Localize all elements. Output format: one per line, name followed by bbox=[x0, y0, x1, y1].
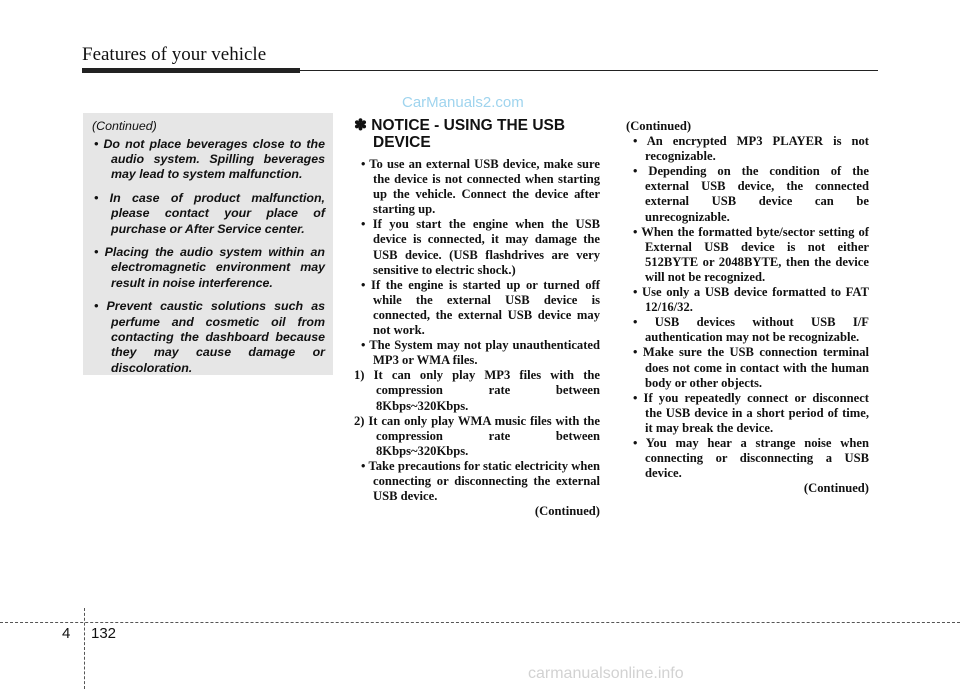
header-rule-thin bbox=[300, 70, 878, 71]
notice-item: • You may hear a strange noise when connecting or disconnecting a USB device. bbox=[633, 435, 869, 481]
continued-bottom-label: (Continued) bbox=[803, 481, 869, 496]
footer-divider bbox=[84, 608, 85, 689]
caution-item: • Prevent caustic solutions such as perfume and cosmetic oil from contacting the dashboard because they may cause damage or discoloration. bbox=[94, 299, 325, 375]
notice-continued-label: (Continued) bbox=[534, 504, 600, 519]
chapter-number: 4 bbox=[62, 625, 71, 642]
notice-item: • Take precautions for static electricity when connecting or disconnecting the external USB device. bbox=[361, 458, 600, 504]
continued-top-label: (Continued) bbox=[626, 119, 692, 133]
caution-box bbox=[83, 113, 333, 375]
notice-numbered-item: 2) It can only play WMA music files with the compression rate between 8Kbps~320Kbps. bbox=[354, 413, 600, 458]
notice-item: • To use an external USB device, make sure the device is not connected when starting up the vehicle. Connect the device after starting up. bbox=[361, 157, 600, 217]
notice-list bbox=[354, 157, 600, 504]
notice-item: • The System may not play unauthenticated MP3 or WMA files. bbox=[361, 338, 600, 368]
notice-item: • If you start the engine when the USB device is connected, it may damage the USB device. (USB flashdrives are very sensitive to electric shock.) bbox=[361, 217, 600, 277]
notice-item: • If the engine is started up or turned off while the external USB device is connected, the external USB device may not work. bbox=[361, 277, 600, 338]
notice-item: • If you repeatedly connect or disconnect the USB device in a short period of time, it may break the device. bbox=[633, 390, 869, 435]
notice-numbered-item: 1) It can only play MP3 files with the compression rate between 8Kbps~320Kbps. bbox=[354, 368, 600, 413]
footer-rule bbox=[0, 622, 960, 623]
notice-continued-body bbox=[626, 119, 869, 496]
caution-item: • In case of product malfunction, please contact your place of purchase or After Service center. bbox=[94, 190, 325, 236]
notice-item: • Use only a USB device formatted to FAT 12/16/32. bbox=[633, 285, 869, 315]
notice-item: • USB devices without USB I/F authentication may not be recognizable. bbox=[633, 315, 869, 345]
page-number: 132 bbox=[91, 625, 117, 642]
notice-body bbox=[354, 157, 600, 519]
notice-item: • When the formatted byte/sector setting of External USB device is not either 512BYTE or 2048BYTE, then the device will not be recognized. bbox=[633, 224, 869, 284]
notice-section bbox=[354, 117, 600, 519]
notice-item: • Make sure the USB connection terminal does not come in contact with the human body or other objects. bbox=[633, 345, 869, 390]
footer-watermark: carmanualsonline.info bbox=[528, 665, 684, 682]
notice-item: • Depending on the condition of the external USB device, the connected external USB device can be unrecognizable. bbox=[633, 164, 869, 224]
caution-item: • Do not place beverages close to the audio system. Spilling beverages may lead to system malfunction. bbox=[94, 136, 325, 182]
notice-item: • An encrypted MP3 PLAYER is not recognizable. bbox=[633, 134, 869, 164]
caution-list bbox=[92, 137, 325, 377]
header-rule-thick bbox=[82, 68, 300, 73]
notice-title: ✽ NOTICE - USING THE USB DEVICE bbox=[354, 117, 566, 151]
notice-continued-list bbox=[626, 134, 869, 481]
site-watermark: CarManuals2.com bbox=[402, 94, 524, 111]
notice-continued-section bbox=[626, 119, 869, 496]
page-header-title: Features of your vehicle bbox=[82, 44, 267, 65]
caution-item: • Placing the audio system within an electromagnetic environment may result in noise interference. bbox=[94, 244, 325, 290]
caution-continued-label: (Continued) bbox=[92, 119, 157, 133]
